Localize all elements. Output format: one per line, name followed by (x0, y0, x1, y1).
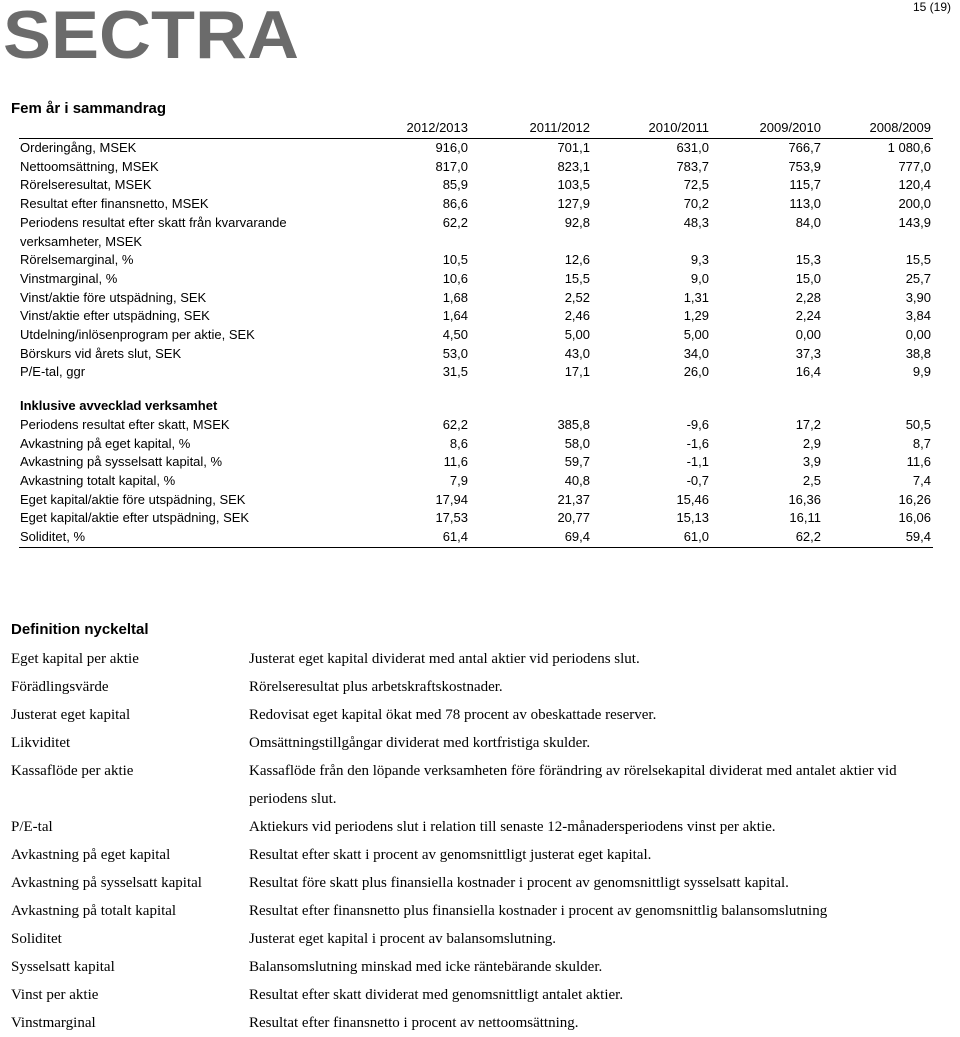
cell-value: 1 080,6 (887, 140, 931, 155)
cell-value: 15,5 (905, 252, 931, 268)
cell-value: -1,6 (686, 435, 709, 451)
sectra-logo (3, 2, 303, 60)
definition-item (11, 897, 951, 925)
cell-value: 15,46 (676, 491, 709, 507)
cell-value: 15,0 (795, 270, 821, 286)
definition-text: Aktiekurs vid periodens slut i relation till senaste 12-månadersperiodens vinst per aktie. (249, 819, 776, 835)
cell-value: -0,7 (686, 472, 709, 488)
cell-value: 17,94 (435, 491, 468, 507)
definition-item (11, 1009, 951, 1037)
definition-item (11, 925, 951, 953)
cell-value: 0,00 (795, 327, 821, 343)
cell-value: 59,4 (823, 528, 933, 547)
cell-value: 59,7 (564, 454, 590, 470)
cell-value: 16,36 (788, 491, 821, 507)
definition-term: P/E-tal (11, 819, 53, 835)
definition-text: Redovisat eget kapital ökat med 78 procent av obeskattade reserver. (249, 707, 657, 723)
cell-value: 92,8 (564, 214, 590, 230)
cell-value: 7,4 (912, 472, 931, 488)
cell-value: 15,13 (676, 510, 709, 526)
cell-value: -1,1 (686, 454, 709, 470)
row-label: P/E-tal, ggr (20, 364, 86, 380)
table-row (19, 345, 933, 364)
cell-value: 823,1 (557, 158, 590, 174)
table-row (19, 435, 933, 454)
row-label: Periodens resultat efter skatt från kvarvarande verksamheter, MSEK (20, 214, 287, 249)
definition-text: Resultat efter skatt dividerat med genomsnittligt antalet aktier. (249, 987, 624, 1003)
cell-value: 2,24 (795, 308, 821, 324)
cell-value: 1,31 (683, 289, 709, 305)
cell-value: 40,8 (564, 472, 590, 488)
cell-value: 9,3 (690, 252, 709, 268)
cell-value: 916,0 (435, 140, 468, 155)
definition-item (11, 645, 951, 673)
cell-value: 61,4 (348, 528, 470, 547)
cell-value: 53,0 (442, 345, 468, 361)
row-label: Vinstmarginal, % (20, 270, 118, 286)
definition-item (11, 813, 951, 841)
cell-value: 16,11 (789, 510, 821, 526)
year-header: 2012/2013 (348, 119, 470, 139)
row-label: Soliditet, % (19, 528, 348, 547)
row-label: Avkastning på eget kapital, % (20, 435, 191, 451)
spacer-row (19, 382, 933, 397)
five-year-summary-table (19, 119, 933, 548)
cell-value: 3,90 (905, 289, 931, 305)
definition-term: Soliditet (11, 931, 62, 947)
cell-value: 1,68 (442, 289, 468, 305)
definition-text: Kassaflöde från den löpande verksamheten före förändring av rörelsekapital dividerat med antalet aktier vid periodens slut. (249, 763, 897, 807)
cell-value: 631,0 (676, 140, 709, 155)
definitions-list (11, 645, 951, 1037)
definition-item (11, 757, 951, 813)
table-row (19, 251, 933, 270)
cell-value: 783,7 (676, 158, 709, 174)
row-label: Nettoomsättning, MSEK (20, 158, 159, 174)
table-row (19, 528, 933, 547)
definition-term: Förädlingsvärde (11, 679, 109, 695)
logo-text: SECTRA (3, 2, 300, 60)
table-row (19, 270, 933, 289)
table-row (19, 416, 933, 435)
cell-value: 62,2 (442, 214, 468, 230)
year-header: 2010/2011 (592, 119, 711, 139)
table-row (19, 453, 933, 472)
cell-value: 85,9 (442, 177, 468, 193)
cell-value: 2,28 (795, 289, 821, 305)
table-row (19, 509, 933, 528)
cell-value: 115,7 (789, 177, 821, 193)
cell-value: 16,4 (795, 364, 821, 380)
cell-value: 84,0 (795, 214, 821, 230)
definition-text: Resultat efter skatt i procent av genomsnittligt justerat eget kapital. (249, 847, 652, 863)
row-label: Avkastning totalt kapital, % (20, 472, 176, 488)
definition-text: Rörelseresultat plus arbetskraftskostnader. (249, 679, 503, 695)
cell-value: 817,0 (435, 158, 468, 174)
row-label: Utdelning/inlösenprogram per aktie, SEK (20, 327, 255, 343)
cell-value: 25,7 (905, 270, 931, 286)
cell-value: 17,1 (564, 364, 590, 380)
table-row (19, 326, 933, 345)
table-row (19, 176, 933, 195)
year-header: 2008/2009 (823, 119, 933, 139)
cell-value: 10,5 (442, 252, 468, 268)
row-label: Vinst/aktie efter utspädning, SEK (20, 308, 210, 324)
definitions-title: Definition nyckeltal (11, 621, 149, 638)
cell-value: 50,5 (905, 416, 931, 432)
cell-value: 1,64 (442, 308, 468, 324)
definition-item (11, 673, 951, 701)
table-row (19, 472, 933, 491)
definition-term: Likviditet (11, 735, 71, 751)
table-row (19, 491, 933, 510)
table-row (19, 363, 933, 382)
cell-value: 9,9 (912, 364, 931, 380)
definition-item (11, 953, 951, 981)
cell-value: 113,0 (789, 196, 821, 212)
page-number: 15 (19) (912, 0, 951, 14)
cell-value: 8,6 (449, 435, 468, 451)
table-row (19, 158, 933, 177)
cell-value: 16,06 (898, 510, 931, 526)
row-label: Resultat efter finansnetto, MSEK (20, 196, 209, 212)
cell-value: 2,46 (564, 308, 590, 324)
cell-value: 385,8 (557, 416, 590, 432)
row-label: Avkastning på sysselsatt kapital, % (20, 454, 223, 470)
year-header-row (19, 119, 933, 139)
cell-value: 7,9 (449, 472, 468, 488)
cell-value: 31,5 (442, 364, 468, 380)
cell-value: 11,6 (906, 454, 931, 470)
definition-text: Justerat eget kapital i procent av balansomslutning. (249, 931, 557, 947)
cell-value: 34,0 (683, 345, 709, 361)
table-row (19, 214, 933, 251)
cell-value: 2,9 (802, 435, 821, 451)
row-label: Eget kapital/aktie efter utspädning, SEK (20, 510, 250, 526)
cell-value: 200,0 (898, 196, 931, 212)
cell-value: 701,1 (557, 140, 590, 155)
definition-term: Justerat eget kapital (11, 707, 131, 723)
row-label: Börskurs vid årets slut, SEK (20, 345, 182, 361)
cell-value: 17,2 (795, 416, 821, 432)
section-title: Inklusive avvecklad verksamhet (20, 398, 218, 414)
cell-value: 1,29 (683, 308, 709, 324)
cell-value: 70,2 (683, 196, 709, 212)
definition-term: Vinstmarginal (11, 1015, 96, 1031)
cell-value: 3,84 (905, 308, 931, 324)
cell-value: 143,9 (898, 214, 931, 230)
summary-title: Fem år i sammandrag (11, 100, 167, 117)
cell-value: 777,0 (898, 158, 931, 174)
definition-term: Avkastning på sysselsatt kapital (11, 875, 202, 891)
definition-item (11, 729, 951, 757)
table-row (19, 289, 933, 308)
section-title-row (19, 397, 933, 416)
cell-value: 3,9 (802, 454, 821, 470)
cell-value: 5,00 (564, 327, 590, 343)
cell-value: 127,9 (557, 196, 590, 212)
row-label: Periodens resultat efter skatt, MSEK (20, 416, 230, 432)
definition-text: Balansomslutning minskad med icke räntebärande skulder. (249, 959, 603, 975)
cell-value: 62,2 (711, 528, 823, 547)
cell-value: 15,5 (564, 270, 590, 286)
cell-value: 69,4 (470, 528, 592, 547)
table-row (19, 139, 933, 158)
definition-term: Sysselsatt kapital (11, 959, 115, 975)
cell-value: 11,6 (443, 454, 468, 470)
row-label: Rörelsemarginal, % (20, 252, 134, 268)
definition-term: Eget kapital per aktie (11, 651, 139, 667)
definition-item (11, 981, 951, 1009)
cell-value: 20,77 (557, 510, 590, 526)
definition-item (11, 841, 951, 869)
cell-value: 12,6 (564, 252, 590, 268)
row-label: Vinst/aktie före utspädning, SEK (20, 289, 207, 305)
cell-value: 103,5 (557, 177, 590, 193)
cell-value: 62,2 (442, 416, 468, 432)
cell-value: 26,0 (683, 364, 709, 380)
row-label: Orderingång, MSEK (20, 140, 137, 155)
cell-value: 0,00 (905, 327, 931, 343)
cell-value: 120,4 (898, 177, 931, 193)
cell-value: 9,0 (690, 270, 709, 286)
definition-term: Avkastning på eget kapital (11, 847, 171, 863)
cell-value: 8,7 (912, 435, 931, 451)
definition-text: Justerat eget kapital dividerat med antal aktier vid periodens slut. (249, 651, 640, 667)
cell-value: 753,9 (788, 158, 821, 174)
cell-value: 15,3 (795, 252, 821, 268)
cell-value: 16,26 (898, 491, 931, 507)
cell-value: 72,5 (683, 177, 709, 193)
spacer-cell (19, 382, 933, 397)
year-header: 2009/2010 (711, 119, 823, 139)
cell-value: 61,0 (592, 528, 711, 547)
cell-value: 38,8 (905, 345, 931, 361)
cell-value: 48,3 (683, 214, 709, 230)
cell-value: -9,6 (686, 416, 709, 432)
definition-term: Vinst per aktie (11, 987, 99, 1003)
definition-text: Resultat efter finansnetto i procent av nettoomsättning. (249, 1015, 579, 1031)
table-row (19, 195, 933, 214)
cell-value: 43,0 (564, 345, 590, 361)
row-label: Rörelseresultat, MSEK (20, 177, 152, 193)
row-label: Eget kapital/aktie före utspädning, SEK (20, 491, 246, 507)
cell-value: 10,6 (442, 270, 468, 286)
table-row (19, 307, 933, 326)
cell-value: 2,52 (564, 289, 590, 305)
cell-value: 766,7 (788, 140, 821, 155)
definition-item (11, 701, 951, 729)
definition-text: Omsättningstillgångar dividerat med kortfristiga skulder. (249, 735, 591, 751)
year-header: 2011/2012 (470, 119, 592, 139)
cell-value: 58,0 (564, 435, 590, 451)
cell-value: 37,3 (795, 345, 821, 361)
definition-term: Avkastning på totalt kapital (11, 903, 177, 919)
cell-value: 86,6 (442, 196, 468, 212)
definition-item (11, 869, 951, 897)
definition-text: Resultat före skatt plus finansiella kostnader i procent av genomsnittligt sysselsatt kapital. (249, 875, 789, 891)
cell-value: 21,37 (557, 491, 590, 507)
header-blank (19, 119, 348, 139)
cell-value: 4,50 (442, 327, 468, 343)
cell-value: 2,5 (802, 472, 821, 488)
definition-text: Resultat efter finansnetto plus finansiella kostnader i procent av genomsnittlig balansomslutning (249, 903, 828, 919)
cell-value: 5,00 (683, 327, 709, 343)
cell-value: 17,53 (435, 510, 468, 526)
definition-term: Kassaflöde per aktie (11, 763, 134, 779)
